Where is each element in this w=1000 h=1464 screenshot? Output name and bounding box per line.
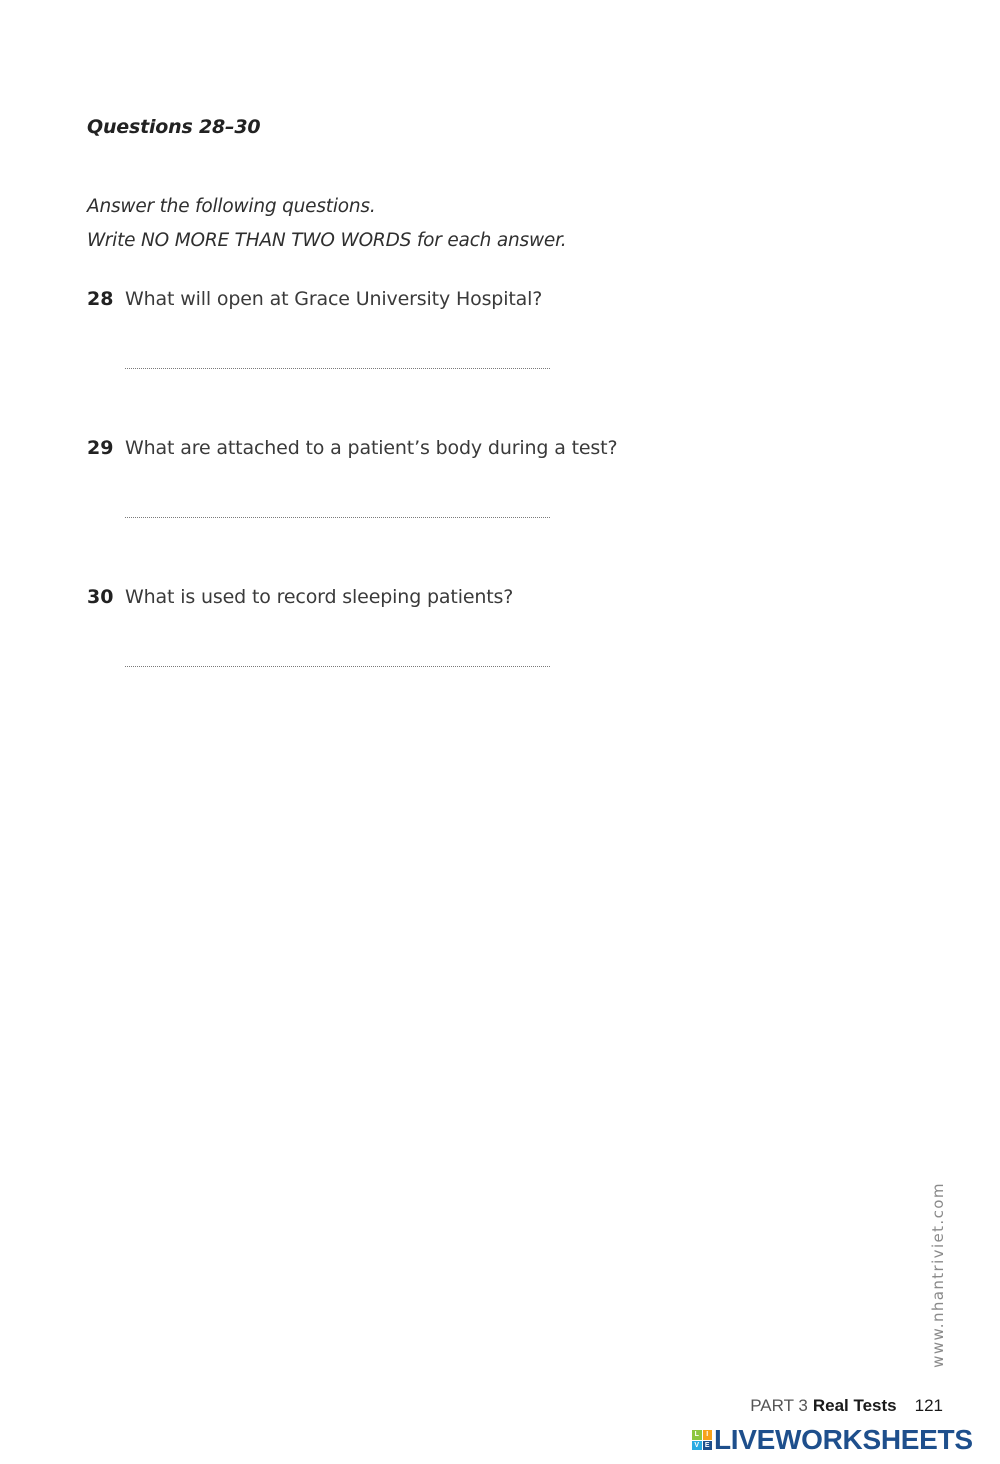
liveworksheets-brand [692, 1426, 973, 1454]
logo-letter: L [692, 1430, 702, 1440]
answer-field-30[interactable] [125, 666, 550, 667]
answer-field-28[interactable] [125, 368, 550, 369]
question-number: 30 [87, 586, 114, 608]
question-28 [87, 288, 542, 310]
section-heading: Questions 28–30 [87, 116, 261, 138]
brand-text: LIVEWORKSHEETS [714, 1424, 973, 1455]
watermark-text: www.nhantriviet.com [929, 1182, 947, 1368]
question-number: 28 [87, 288, 114, 310]
logo-letter: E [703, 1441, 713, 1451]
page-number: 121 [914, 1396, 943, 1415]
question-number: 29 [87, 437, 114, 459]
footer-part: PART 3 [750, 1396, 808, 1415]
footer-title: Real Tests [812, 1396, 897, 1415]
question-text: What will open at Grace University Hospital? [125, 288, 543, 310]
instruction-line-2: Write NO MORE THAN TWO WORDS for each answer. [87, 230, 567, 251]
instruction-line-1: Answer the following questions. [87, 196, 376, 217]
logo-letter: V [692, 1441, 702, 1451]
question-29 [87, 437, 617, 459]
page-footer [750, 1396, 943, 1416]
logo-letter: I [703, 1430, 713, 1440]
question-text: What is used to record sleeping patients? [125, 586, 514, 608]
answer-field-29[interactable] [125, 517, 550, 518]
question-text: What are attached to a patient’s body during a test? [125, 437, 618, 459]
question-30 [87, 586, 513, 608]
liveworksheets-logo-icon [692, 1430, 712, 1450]
